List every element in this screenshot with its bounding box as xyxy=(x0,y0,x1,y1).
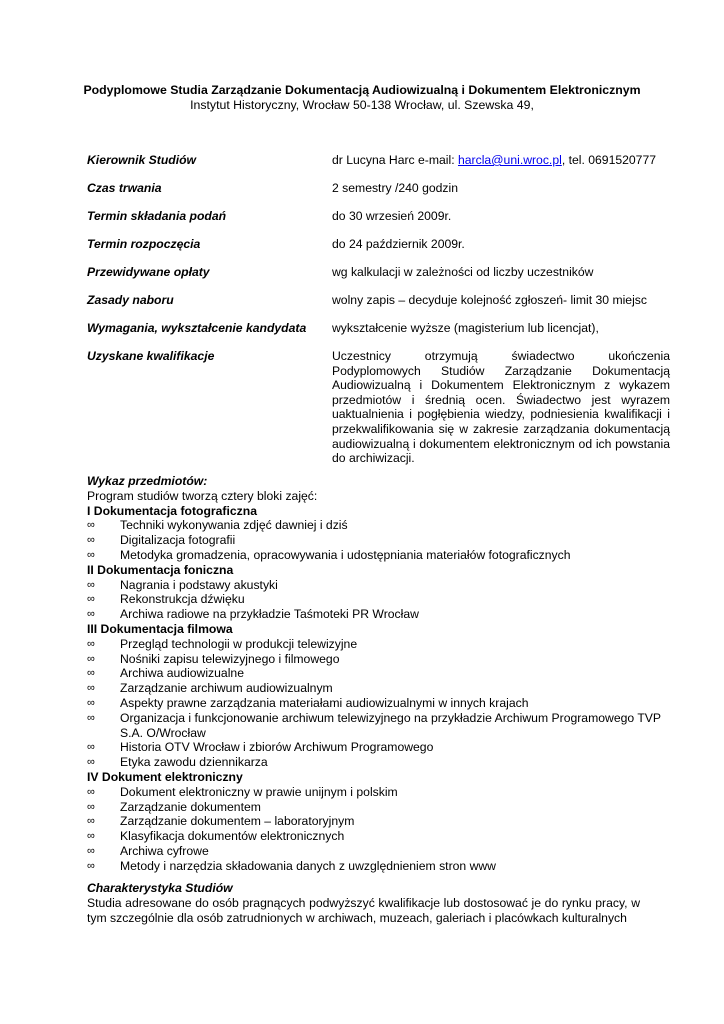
infinity-bullet-icon: ∞ xyxy=(87,785,95,798)
infinity-bullet-icon: ∞ xyxy=(87,667,95,680)
info-value: wolny zapis – decyduje kolejność zgłoszeń- limit 30 miejsc xyxy=(332,293,647,307)
subject-list-item xyxy=(87,518,677,533)
subject-list-item xyxy=(87,814,677,829)
charakterystyka-section xyxy=(87,881,640,925)
subject-list xyxy=(87,578,677,622)
subject-item-text: Metodyka gromadzenia, opracowywania i udostępniania materiałów fotograficznych xyxy=(120,547,571,562)
infinity-bullet-icon: ∞ xyxy=(87,800,95,813)
subject-list-item xyxy=(87,696,677,711)
subject-item-text: Historia OTV Wrocław i zbiorów Archiwum Programowego xyxy=(120,740,434,755)
subject-list-item xyxy=(87,844,677,859)
document-subtitle: Instytut Historyczny, Wrocław 50-138 Wrocław, ul. Szewska 49, xyxy=(190,98,534,112)
subject-list xyxy=(87,637,677,770)
kierownik-phone: , tel. 0691520777 xyxy=(561,153,657,167)
subject-item-text: Archiwa radiowe na przykładzie Taśmoteki PR Wrocław xyxy=(120,607,419,622)
subject-list-item xyxy=(87,755,677,770)
subject-item-text: Nagrania i podstawy akustyki xyxy=(120,577,278,592)
infinity-bullet-icon: ∞ xyxy=(87,830,95,843)
subjects-heading: Wykaz przedmiotów: xyxy=(87,474,208,488)
info-value: do 30 wrzesień 2009r. xyxy=(332,209,452,223)
infinity-bullet-icon: ∞ xyxy=(87,593,95,606)
subjects-section xyxy=(87,474,677,874)
subject-list-item xyxy=(87,829,677,844)
infinity-bullet-icon: ∞ xyxy=(87,859,95,872)
subject-block-title: IV Dokument elektroniczny xyxy=(87,769,243,784)
subject-item-text: Dokument elektroniczny w prawie unijnym i polskim xyxy=(120,784,398,799)
subjects-intro: Program studiów tworzą cztery bloki zajęć: xyxy=(87,488,318,503)
subject-item-text: Archiwa audiowizualne xyxy=(120,666,244,681)
infinity-bullet-icon: ∞ xyxy=(87,637,95,650)
infinity-bullet-icon: ∞ xyxy=(87,578,95,591)
infinity-bullet-icon: ∞ xyxy=(87,548,95,561)
infinity-bullet-icon: ∞ xyxy=(87,844,95,857)
info-label: Termin rozpoczęcia xyxy=(87,237,201,251)
subject-list-item xyxy=(87,740,677,755)
infinity-bullet-icon: ∞ xyxy=(87,696,95,709)
subject-item-text: Archiwa cyfrowe xyxy=(120,843,209,858)
subject-item-text: Klasyfikacja dokumentów elektronicznych xyxy=(120,829,345,844)
subject-block-title: III Dokumentacja filmowa xyxy=(87,621,233,636)
subject-list-item xyxy=(87,637,677,652)
subject-item-text: Zarządzanie dokumentem xyxy=(120,799,261,814)
subject-block-title: I Dokumentacja fotograficzna xyxy=(87,503,257,518)
subject-blocks xyxy=(87,504,677,874)
subject-list-item xyxy=(87,607,677,622)
document-title: Podyplomowe Studia Zarządzanie Dokumentacją Audiowizualną i Dokumentem Elektronicznym xyxy=(83,83,641,97)
kierownik-name: dr Lucyna Harc e-mail: xyxy=(332,153,458,167)
infinity-bullet-icon: ∞ xyxy=(87,741,95,754)
subject-list-item xyxy=(87,785,677,800)
subject-list-item xyxy=(87,711,677,741)
subject-item-text: Techniki wykonywania zdjęć dawniej i dziś xyxy=(120,518,348,533)
subject-item-text: Zarządzanie archiwum audiowizualnym xyxy=(120,681,333,696)
infinity-bullet-icon: ∞ xyxy=(87,652,95,665)
subject-item-text: Nośniki zapisu telewizyjnego i filmowego xyxy=(120,651,340,666)
info-value-paragraph: Uczestnicy otrzymują świadectwo ukończenia Podyplomowych Studiów Zarządzanie Dokumentacją Audiowizualną i Dokumentem Elektronicznym z wykazem przedmiotów i średnią ocen. Świadectwo jest wyrazem uaktualnienia i pogłębienia wiedzy, podniesienia kwalifikacji i przekwalifikowania się w zakresie zarządzania dokumentacją audiowizualną i dokumentem elektronicznym od ich powstania do archiwizacji. xyxy=(332,349,670,466)
infinity-bullet-icon: ∞ xyxy=(87,815,95,828)
subject-item-text: Metody i narzędzia składowania danych z uwzględnieniem stron www xyxy=(120,858,496,873)
infinity-bullet-icon: ∞ xyxy=(87,534,95,547)
subject-block-title: II Dokumentacja foniczna xyxy=(87,562,234,577)
subject-list-item xyxy=(87,800,677,815)
charakterystyka-text: Studia adresowane do osób pragnących podwyższyć kwalifikacje lub dostosować je do rynku pracy, w tym szczególnie dla osób zatrudnionych w archiwach, muzeach, galeriach i placówkach kulturalnych xyxy=(87,895,640,925)
info-value xyxy=(332,153,656,167)
info-value: do 24 październik 2009r. xyxy=(332,237,465,251)
subject-item-text: Przegląd technologii w produkcji telewizyjne xyxy=(120,636,358,651)
info-value: 2 semestry /240 godzin xyxy=(332,181,459,195)
email-link[interactable]: harcla@uni.wroc.pl xyxy=(457,153,562,167)
charakterystyka-heading: Charakterystyka Studiów xyxy=(87,881,233,895)
subject-list xyxy=(87,785,677,874)
infinity-bullet-icon: ∞ xyxy=(87,756,95,769)
info-label: Zasady naboru xyxy=(87,293,174,307)
info-label: Termin składania podań xyxy=(87,209,227,223)
subject-list-item xyxy=(87,666,677,681)
info-label: Kierownik Studiów xyxy=(87,153,197,167)
subject-list-item xyxy=(87,681,677,696)
info-value: wg kalkulacji w zależności od liczby uczestników xyxy=(332,265,594,279)
subject-item-text: Aspekty prawne zarządzania materiałami audiowizualnymi w innych krajach xyxy=(120,695,529,710)
subject-item-text: Organizacja i funkcjonowanie archiwum telewizyjnego na przykładzie Archiwum Programowego TVP S.A. O/Wrocław xyxy=(120,710,661,740)
info-value: wykształcenie wyższe (magisterium lub licencjat), xyxy=(332,321,599,335)
infinity-bullet-icon: ∞ xyxy=(87,519,95,532)
info-label: Uzyskane kwalifikacje xyxy=(87,349,215,363)
subject-item-text: Digitalizacja fotografii xyxy=(120,533,236,548)
subject-list-item xyxy=(87,578,677,593)
subject-item-text: Rekonstrukcja dźwięku xyxy=(120,592,245,607)
info-label: Przewidywane opłaty xyxy=(87,265,210,279)
subject-item-text: Zarządzanie dokumentem – laboratoryjnym xyxy=(120,814,355,829)
infinity-bullet-icon: ∞ xyxy=(87,711,95,724)
subject-list-item xyxy=(87,859,677,874)
info-label: Czas trwania xyxy=(87,181,162,195)
info-label: Wymagania, wykształcenie kandydata xyxy=(87,321,307,335)
subject-list xyxy=(87,518,677,562)
subject-list-item xyxy=(87,533,677,548)
subject-list-item xyxy=(87,592,677,607)
infinity-bullet-icon: ∞ xyxy=(87,682,95,695)
subject-item-text: Etyka zawodu dziennikarza xyxy=(120,755,268,770)
subject-list-item xyxy=(87,548,677,563)
subject-list-item xyxy=(87,652,677,667)
infinity-bullet-icon: ∞ xyxy=(87,608,95,621)
